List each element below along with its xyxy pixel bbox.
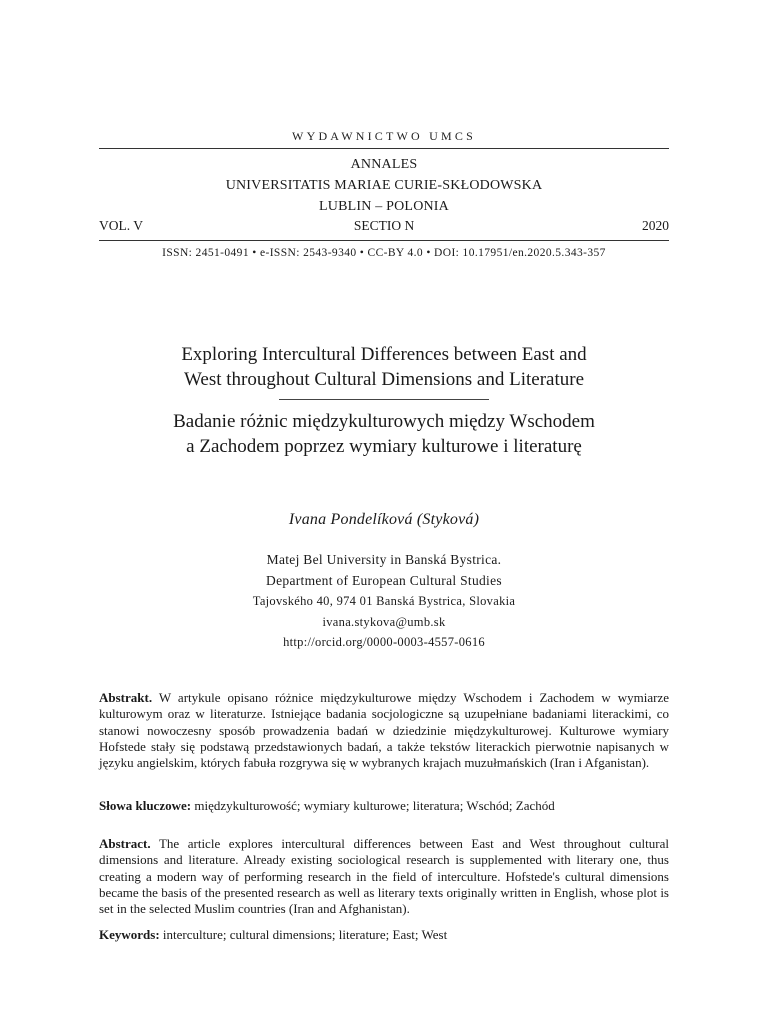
affiliation-address: Tajovského 40, 974 01 Banská Bystrica, Slovakia — [252, 594, 516, 608]
keywords-english — [99, 927, 669, 943]
title-english-line-1: Exploring Intercultural Differences between East and — [181, 344, 587, 365]
keywords-english-label: Keywords: — [99, 927, 160, 942]
year-label: 2020 — [642, 218, 669, 233]
keywords-polish-label: Słowa kluczowe: — [99, 798, 192, 813]
affiliation-university: Matej Bel University in Banská Bystrica. — [266, 552, 502, 567]
title-english-line-2: West throughout Cultural Dimensions and Literature — [183, 369, 585, 390]
title-polish-line-2: a Zachodem poprzez wymiary kulturowe i literaturę — [186, 436, 582, 457]
abstract-english — [99, 836, 669, 917]
volume-label: VOL. V — [99, 218, 144, 233]
author-orcid: http://orcid.org/0000-0003-4557-0616 — [283, 635, 485, 649]
author-affiliation — [0, 550, 768, 653]
journal-name-line-2: UNIVERSITATIS MARIAE CURIE-SKŁODOWSKA — [225, 178, 543, 193]
keywords-polish — [99, 798, 669, 814]
title-polish-line-1: Badanie różnic międzykulturowych między Wschodem — [173, 411, 595, 432]
title-english — [0, 342, 768, 392]
journal-name-block — [0, 154, 768, 217]
volume-row — [99, 218, 669, 236]
abstract-english-label: Abstract. — [99, 836, 151, 851]
abstract-english-text: The article explores intercultural differences between East and West throughout cultural dimensions and literature. Already existing sociological research is supplemented with literary one, thus creating a modern way of performing research in the field of interculture. Hofstede's cultural dimensions became the basis of the presented research as well as literary texts originally written in English, whose plot is set in the selected Muslim countries (Iran and Afghanistan). — [99, 836, 669, 917]
abstract-polish — [99, 690, 669, 771]
abstract-polish-text: W artykule opisano różnice międzykulturowe między Wschodem i Zachodem w wymiarze kulturowym oraz w literaturze. Istniejące badania socjologiczne są uzupełniane badaniami literackimi, co stanowi nowoczesny sposób prowadzenia badań w dziedzinie międzykulturowej. Kulturowe wymiary Hofstede stały się podstawą przedstawionych badań, a także tekstów literackich pierwotnie napisanych w języku angielskim, których fabuła rozgrywa się w wybranych krajach muzułmańskich (Iran i Afganistan). — [99, 690, 669, 771]
abstract-polish-label: Abstrakt. — [99, 690, 153, 705]
publisher-name: WYDAWNICTWO UMCS — [292, 129, 476, 143]
author-name: Ivana Pondelíková (Styková) — [288, 511, 480, 528]
keywords-polish-text: międzykulturowość; wymiary kulturowe; literatura; Wschód; Zachód — [191, 798, 555, 813]
affiliation-department: Department of European Cultural Studies — [266, 572, 502, 588]
author-email: ivana.stykova@umb.sk — [322, 614, 446, 629]
title-divider — [279, 399, 489, 400]
identifiers-line: ISSN: 2451-0491 • e-ISSN: 2543-9340 • CC-BY 4.0 • DOI: 10.17951/en.2020.5.343-357 — [162, 247, 606, 259]
journal-name-line-3: LUBLIN – POLONIA — [319, 199, 449, 214]
header-top-rule — [99, 148, 669, 149]
keywords-english-text: interculture; cultural dimensions; literature; East; West — [159, 927, 448, 942]
journal-name-line-1: ANNALES — [350, 157, 418, 172]
sectio-label: SECTIO N — [353, 218, 415, 233]
title-polish — [0, 409, 768, 459]
header-bottom-rule — [99, 240, 669, 241]
